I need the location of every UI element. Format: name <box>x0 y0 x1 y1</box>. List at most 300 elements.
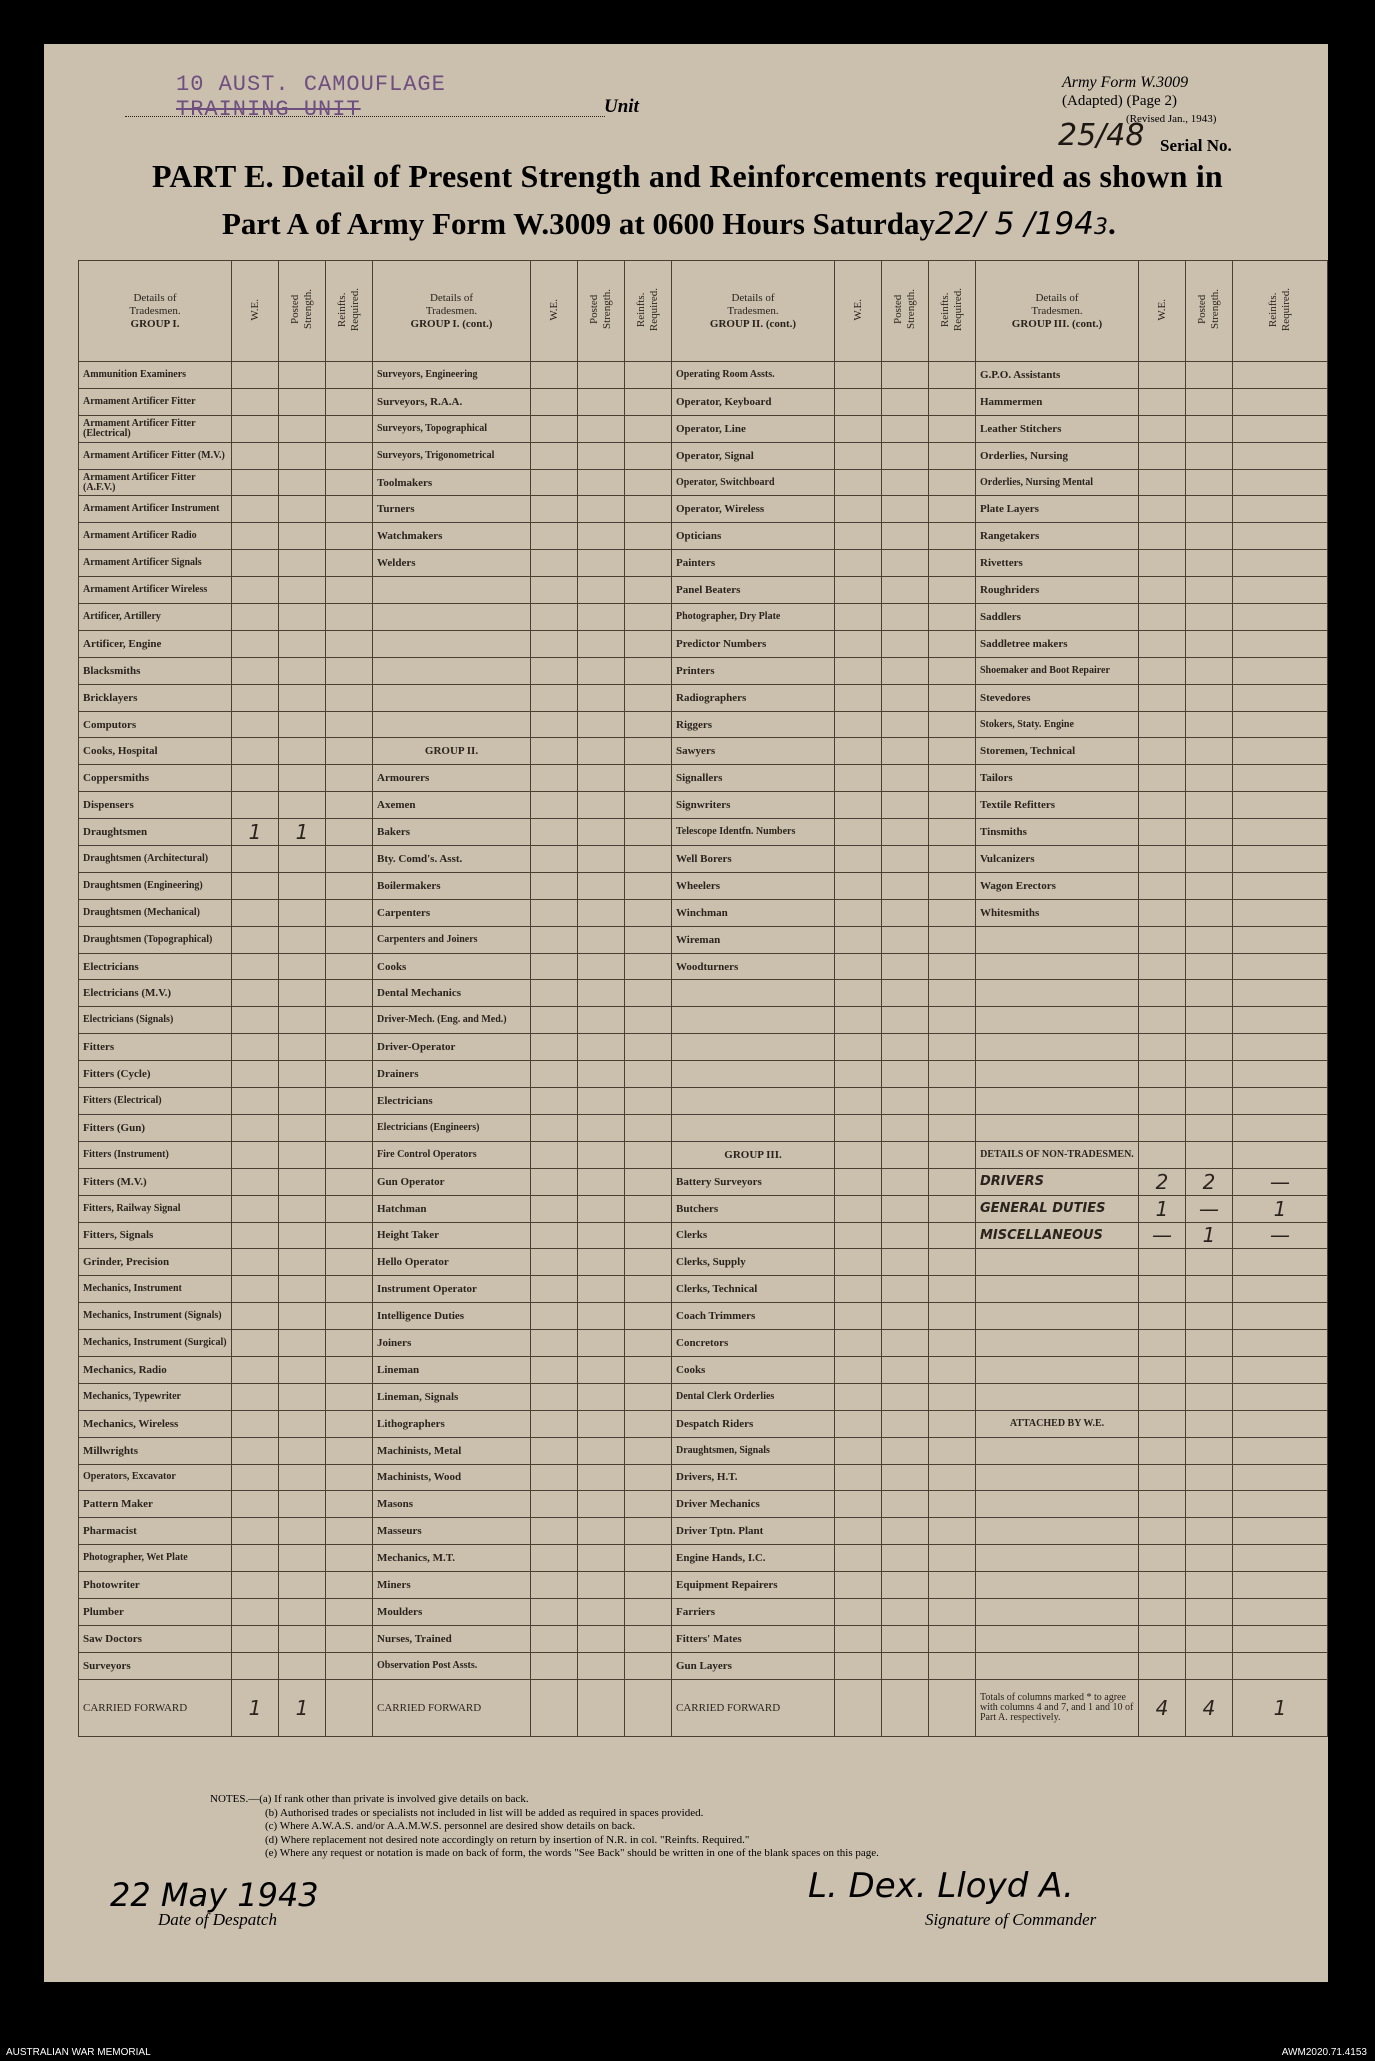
value-cell-reinfts <box>1233 980 1328 1007</box>
value-cell-reinfts <box>1233 1141 1328 1168</box>
value-cell-posted <box>279 1222 326 1249</box>
value-cell-reinfts <box>326 1195 373 1222</box>
trade-name-cell: Ammunition Examiners <box>79 362 232 389</box>
trade-name-cell: Battery Surveyors <box>672 1168 835 1195</box>
value-cell-posted <box>1186 1464 1233 1491</box>
value-cell-reinfts <box>1233 926 1328 953</box>
trade-name-cell: Driver Mechanics <box>672 1491 835 1518</box>
header-posted: Posted Strength. <box>578 261 625 362</box>
value-cell-posted <box>882 1141 929 1168</box>
value-cell-we <box>835 657 882 684</box>
value-cell-we <box>835 711 882 738</box>
value-cell-we: 1 <box>1139 1195 1186 1222</box>
tradesmen-table <box>78 260 1328 1737</box>
value-cell-we <box>1139 523 1186 550</box>
table-row <box>79 792 1328 819</box>
table-body <box>79 362 1328 1680</box>
value-cell-we <box>1139 1330 1186 1357</box>
table-row <box>79 362 1328 389</box>
value-cell-reinfts <box>326 604 373 631</box>
trade-name-cell: Mechanics, Instrument (Surgical) <box>79 1330 232 1357</box>
empty-cell <box>929 1679 976 1736</box>
value-cell-we <box>531 1356 578 1383</box>
trade-name-cell <box>373 711 531 738</box>
trade-name-cell: Drainers <box>373 1061 531 1088</box>
trade-name-cell: Draughtsmen (Engineering) <box>79 872 232 899</box>
value-cell-posted <box>279 1491 326 1518</box>
value-cell-we <box>835 442 882 469</box>
value-cell-posted <box>279 1276 326 1303</box>
table-row <box>79 1276 1328 1303</box>
table-row <box>79 953 1328 980</box>
value-cell-reinfts <box>625 684 672 711</box>
value-cell-reinfts <box>1233 604 1328 631</box>
title-date: 22/ 5 /194 <box>935 206 1094 242</box>
value-cell-posted <box>882 765 929 792</box>
trade-name-cell: Computors <box>79 711 232 738</box>
value-cell-we <box>232 1061 279 1088</box>
value-cell-reinfts <box>326 872 373 899</box>
value-cell-we <box>232 1168 279 1195</box>
value-cell-reinfts <box>929 1652 976 1679</box>
trade-name-cell <box>672 980 835 1007</box>
value-cell-posted <box>882 362 929 389</box>
value-cell-posted <box>882 980 929 1007</box>
trade-name-cell: Hello Operator <box>373 1249 531 1276</box>
trade-name-cell: Woodturners <box>672 953 835 980</box>
value-cell-posted <box>882 711 929 738</box>
value-cell-we <box>232 1276 279 1303</box>
value-cell-we <box>1139 1088 1186 1115</box>
value-cell-we <box>835 684 882 711</box>
trade-name-cell: Vulcanizers <box>976 846 1139 873</box>
value-cell-posted <box>882 577 929 604</box>
trade-name-cell: Operator, Line <box>672 415 835 442</box>
value-cell-reinfts <box>1233 1303 1328 1330</box>
value-cell-posted <box>578 1303 625 1330</box>
value-cell-reinfts <box>326 496 373 523</box>
value-cell-we <box>835 388 882 415</box>
value-cell-we <box>1139 604 1186 631</box>
table-row <box>79 1249 1328 1276</box>
value-cell-reinfts <box>929 1168 976 1195</box>
value-cell-reinfts <box>326 362 373 389</box>
trade-name-cell: Fitters (Gun) <box>79 1114 232 1141</box>
value-cell-posted <box>1186 1088 1233 1115</box>
trade-name-cell <box>373 604 531 631</box>
value-cell-we <box>232 738 279 765</box>
trade-name-cell: Artificer, Engine <box>79 630 232 657</box>
value-cell-reinfts <box>929 1437 976 1464</box>
value-cell-we <box>835 1491 882 1518</box>
trade-name-cell: Miners <box>373 1572 531 1599</box>
value-cell-posted <box>279 846 326 873</box>
value-cell-we <box>1139 1249 1186 1276</box>
value-cell-we <box>232 711 279 738</box>
value-cell-posted <box>882 1598 929 1625</box>
table-row <box>79 630 1328 657</box>
value-cell-reinfts <box>625 362 672 389</box>
trade-name-cell: Bty. Comd's. Asst. <box>373 846 531 873</box>
value-cell-we <box>531 1330 578 1357</box>
header-we: W.E. <box>232 261 279 362</box>
trade-name-cell <box>672 1088 835 1115</box>
value-cell-posted <box>578 1491 625 1518</box>
value-cell-reinfts <box>625 1088 672 1115</box>
value-cell-posted <box>1186 1141 1233 1168</box>
value-cell-posted <box>882 1114 929 1141</box>
value-cell-we <box>232 577 279 604</box>
title-end: . <box>1107 206 1116 241</box>
trade-name-cell: Clerks, Technical <box>672 1276 835 1303</box>
value-cell-reinfts <box>625 1572 672 1599</box>
value-cell-we <box>835 738 882 765</box>
value-cell-we <box>835 1518 882 1545</box>
value-cell-we <box>835 1276 882 1303</box>
trade-name-cell: Panel Beaters <box>672 577 835 604</box>
value-cell-we <box>835 765 882 792</box>
value-cell-we <box>232 1598 279 1625</box>
value-cell-we <box>232 388 279 415</box>
value-cell-posted <box>882 1625 929 1652</box>
value-cell-reinfts <box>326 1330 373 1357</box>
trade-name-cell: Machinists, Metal <box>373 1437 531 1464</box>
value-cell-we <box>1139 550 1186 577</box>
value-cell-reinfts <box>625 657 672 684</box>
header-group-2-cont: Details of Tradesmen. GROUP II. (cont.) <box>672 261 835 362</box>
value-cell-reinfts <box>326 388 373 415</box>
value-cell-we <box>232 926 279 953</box>
value-cell-we <box>232 792 279 819</box>
value-cell-we <box>1139 738 1186 765</box>
value-cell-we <box>232 1088 279 1115</box>
value-cell-we <box>1139 442 1186 469</box>
value-cell-reinfts <box>1233 1330 1328 1357</box>
value-cell-reinfts <box>326 765 373 792</box>
value-cell-posted <box>279 1652 326 1679</box>
value-cell-we <box>1139 792 1186 819</box>
value-cell-we <box>835 523 882 550</box>
value-cell-reinfts <box>326 1356 373 1383</box>
value-cell-posted <box>279 496 326 523</box>
carried-forward-g1-we: 1 <box>232 1679 279 1736</box>
value-cell-we <box>232 1222 279 1249</box>
trade-name-cell <box>976 926 1139 953</box>
title-line-2-prefix: Part A of Army Form W.3009 at 0600 Hours Saturday <box>222 206 935 241</box>
value-cell-we <box>1139 1034 1186 1061</box>
trade-name-cell: Draughtsmen, Signals <box>672 1437 835 1464</box>
value-cell-we <box>232 684 279 711</box>
totals-reinfts: 1 <box>1233 1679 1328 1736</box>
trade-name-cell: Leather Stitchers <box>976 415 1139 442</box>
value-cell-reinfts <box>1233 872 1328 899</box>
value-cell-reinfts <box>929 1464 976 1491</box>
value-cell-we <box>232 1034 279 1061</box>
value-cell-we <box>1139 1545 1186 1572</box>
value-cell-reinfts <box>929 496 976 523</box>
value-cell-reinfts <box>625 1491 672 1518</box>
trade-name-cell: Masons <box>373 1491 531 1518</box>
value-cell-posted <box>578 1383 625 1410</box>
value-cell-we <box>835 1572 882 1599</box>
value-cell-posted <box>882 1491 929 1518</box>
trade-name-cell <box>373 577 531 604</box>
value-cell-we <box>835 1034 882 1061</box>
value-cell-we <box>1139 980 1186 1007</box>
table-row <box>79 577 1328 604</box>
value-cell-reinfts <box>1233 1410 1328 1437</box>
value-cell-posted <box>578 1222 625 1249</box>
value-cell-reinfts <box>1233 1356 1328 1383</box>
value-cell-reinfts <box>1233 388 1328 415</box>
value-cell-we <box>232 872 279 899</box>
empty-cell <box>531 1679 578 1736</box>
trade-name-cell <box>976 1518 1139 1545</box>
header-reinfts: Reinfts. Required. <box>625 261 672 362</box>
value-cell-reinfts <box>625 1222 672 1249</box>
trade-name-cell: Wagon Erectors <box>976 872 1139 899</box>
value-cell-posted <box>1186 738 1233 765</box>
value-cell-we <box>1139 1356 1186 1383</box>
value-cell-we <box>835 1303 882 1330</box>
value-cell-we <box>531 1572 578 1599</box>
value-cell-we <box>531 1276 578 1303</box>
trade-name-cell: Draughtsmen (Mechanical) <box>79 899 232 926</box>
value-cell-posted <box>1186 926 1233 953</box>
trade-name-cell: Armament Artificer Wireless <box>79 577 232 604</box>
value-cell-reinfts <box>929 792 976 819</box>
value-cell-reinfts <box>929 1518 976 1545</box>
value-cell-posted <box>279 523 326 550</box>
trade-name-cell: Intelligence Duties <box>373 1303 531 1330</box>
value-cell-posted <box>279 792 326 819</box>
value-cell-we <box>835 469 882 496</box>
header-group-1-cont: Details of Tradesmen. GROUP I. (cont.) <box>373 261 531 362</box>
value-cell-we <box>232 1249 279 1276</box>
trade-name-cell: Rangetakers <box>976 523 1139 550</box>
value-cell-we <box>531 1195 578 1222</box>
trade-name-cell: Electricians <box>373 1088 531 1115</box>
value-cell-posted <box>882 1168 929 1195</box>
table-row <box>79 765 1328 792</box>
value-cell-posted <box>578 415 625 442</box>
value-cell-posted <box>578 1141 625 1168</box>
value-cell-reinfts <box>625 1276 672 1303</box>
header-reinfts: Reinfts. Required. <box>1233 261 1328 362</box>
value-cell-posted <box>882 1383 929 1410</box>
value-cell-posted <box>578 1572 625 1599</box>
value-cell-posted <box>578 1518 625 1545</box>
value-cell-reinfts <box>625 1007 672 1034</box>
value-cell-we <box>1139 1276 1186 1303</box>
value-cell-reinfts <box>625 1598 672 1625</box>
value-cell-posted <box>279 684 326 711</box>
table-row <box>79 980 1328 1007</box>
unit-stamp <box>176 72 446 122</box>
trade-name-cell: Nurses, Trained <box>373 1625 531 1652</box>
trade-name-cell: Stevedores <box>976 684 1139 711</box>
despatch-date: 22 May 1943 <box>110 1876 319 1914</box>
note-b: (b) Authorised trades or specialists not included in list will be added as required in spaces provided. <box>265 1806 704 1819</box>
table-row <box>79 711 1328 738</box>
value-cell-posted <box>279 872 326 899</box>
value-cell-we <box>531 362 578 389</box>
trade-name-cell: Lineman, Signals <box>373 1383 531 1410</box>
value-cell-reinfts <box>929 765 976 792</box>
value-cell-reinfts <box>1233 496 1328 523</box>
value-cell-posted <box>882 1303 929 1330</box>
value-cell-we <box>1139 1383 1186 1410</box>
value-cell-we <box>835 550 882 577</box>
value-cell-posted <box>1186 872 1233 899</box>
trade-name-cell: Photographer, Dry Plate <box>672 604 835 631</box>
value-cell-posted: — <box>1186 1195 1233 1222</box>
table-row <box>79 1464 1328 1491</box>
value-cell-posted <box>882 388 929 415</box>
trade-name-cell: Saddlers <box>976 604 1139 631</box>
trade-name-cell: Grinder, Precision <box>79 1249 232 1276</box>
value-cell-reinfts <box>326 1168 373 1195</box>
table-row <box>79 657 1328 684</box>
trade-name-cell: Predictor Numbers <box>672 630 835 657</box>
trade-name-cell: Equipment Repairers <box>672 1572 835 1599</box>
value-cell-we <box>232 846 279 873</box>
value-cell-posted <box>578 899 625 926</box>
footer-accession: AWM2020.71.4153 <box>1281 2047 1367 2058</box>
header-we: W.E. <box>835 261 882 362</box>
table-row <box>79 1034 1328 1061</box>
trade-name-cell <box>976 980 1139 1007</box>
value-cell-we <box>835 792 882 819</box>
trade-name-cell: Armament Artificer Instrument <box>79 496 232 523</box>
value-cell-reinfts <box>326 1491 373 1518</box>
value-cell-reinfts <box>625 1303 672 1330</box>
value-cell-we <box>835 604 882 631</box>
value-cell-we <box>835 926 882 953</box>
trade-name-cell: Cooks, Hospital <box>79 738 232 765</box>
trade-name-cell: GROUP II. <box>373 738 531 765</box>
value-cell-posted <box>578 523 625 550</box>
serial-label: Serial No. <box>1160 136 1232 155</box>
trade-name-cell: Driver Tptn. Plant <box>672 1518 835 1545</box>
despatch-label: Date of Despatch <box>158 1910 277 1929</box>
value-cell-posted <box>578 684 625 711</box>
value-cell-we <box>232 1572 279 1599</box>
note-a: NOTES.—(a) If rank other than private is involved give details on back. <box>210 1793 529 1805</box>
trade-name-cell: Dispensers <box>79 792 232 819</box>
value-cell-we <box>835 362 882 389</box>
trade-name-cell <box>976 1303 1139 1330</box>
value-cell-posted <box>578 1061 625 1088</box>
value-cell-posted <box>578 657 625 684</box>
value-cell-posted <box>882 953 929 980</box>
value-cell-reinfts <box>1233 1598 1328 1625</box>
value-cell-posted <box>279 711 326 738</box>
value-cell-we <box>531 469 578 496</box>
value-cell-posted <box>279 1598 326 1625</box>
value-cell-we <box>531 765 578 792</box>
value-cell-we <box>531 1410 578 1437</box>
value-cell-posted <box>279 1195 326 1222</box>
value-cell-we <box>835 1383 882 1410</box>
value-cell-posted <box>578 792 625 819</box>
trade-name-cell: Surveyors, R.A.A. <box>373 388 531 415</box>
value-cell-reinfts: — <box>1233 1222 1328 1249</box>
trade-name-cell: Welders <box>373 550 531 577</box>
value-cell-posted <box>882 926 929 953</box>
value-cell-posted <box>882 523 929 550</box>
value-cell-we <box>531 953 578 980</box>
value-cell-reinfts <box>326 630 373 657</box>
trade-name-cell: Draughtsmen (Topographical) <box>79 926 232 953</box>
value-cell-we <box>1139 1410 1186 1437</box>
value-cell-posted <box>1186 1545 1233 1572</box>
value-cell-we <box>835 872 882 899</box>
value-cell-reinfts <box>326 1303 373 1330</box>
value-cell-reinfts <box>625 1061 672 1088</box>
trade-name-cell: Fitters, Railway Signal <box>79 1195 232 1222</box>
value-cell-we <box>835 953 882 980</box>
value-cell-we <box>835 630 882 657</box>
table-row <box>79 388 1328 415</box>
value-cell-we <box>232 1141 279 1168</box>
trade-name-cell: Fitters (Instrument) <box>79 1141 232 1168</box>
value-cell-posted <box>279 1114 326 1141</box>
value-cell-reinfts <box>929 604 976 631</box>
trade-name-cell: Bakers <box>373 819 531 846</box>
value-cell-posted <box>1186 1249 1233 1276</box>
value-cell-reinfts <box>1233 1491 1328 1518</box>
trade-name-cell: DETAILS OF NON-TRADESMEN. <box>976 1141 1139 1168</box>
value-cell-we <box>1139 872 1186 899</box>
value-cell-reinfts <box>625 1168 672 1195</box>
value-cell-reinfts <box>625 442 672 469</box>
value-cell-reinfts <box>326 577 373 604</box>
table-row <box>79 496 1328 523</box>
value-cell-posted <box>279 469 326 496</box>
value-cell-reinfts <box>326 1625 373 1652</box>
trade-name-cell <box>976 1249 1139 1276</box>
value-cell-we <box>232 550 279 577</box>
value-cell-we <box>531 711 578 738</box>
value-cell-reinfts <box>625 1518 672 1545</box>
value-cell-posted <box>578 1034 625 1061</box>
trade-name-cell <box>976 1625 1139 1652</box>
value-cell-reinfts <box>1233 1249 1328 1276</box>
trade-name-cell: Artificer, Artillery <box>79 604 232 631</box>
value-cell-reinfts <box>929 1195 976 1222</box>
value-cell-reinfts <box>326 684 373 711</box>
value-cell-we <box>1139 388 1186 415</box>
trade-name-cell: Millwrights <box>79 1437 232 1464</box>
form-id-line-3: (Revised Jan., 1943) <box>1126 113 1217 125</box>
value-cell-reinfts <box>929 1572 976 1599</box>
trade-name-cell <box>976 1088 1139 1115</box>
value-cell-reinfts <box>929 738 976 765</box>
value-cell-posted <box>1186 577 1233 604</box>
value-cell-we <box>531 550 578 577</box>
value-cell-reinfts <box>625 1356 672 1383</box>
value-cell-posted <box>882 1276 929 1303</box>
trade-name-cell: Orderlies, Nursing Mental <box>976 469 1139 496</box>
value-cell-posted <box>882 899 929 926</box>
trade-name-cell <box>976 1356 1139 1383</box>
table-row <box>79 899 1328 926</box>
value-cell-reinfts <box>326 415 373 442</box>
value-cell-posted <box>578 1168 625 1195</box>
value-cell-posted <box>279 415 326 442</box>
value-cell-posted <box>1186 1491 1233 1518</box>
